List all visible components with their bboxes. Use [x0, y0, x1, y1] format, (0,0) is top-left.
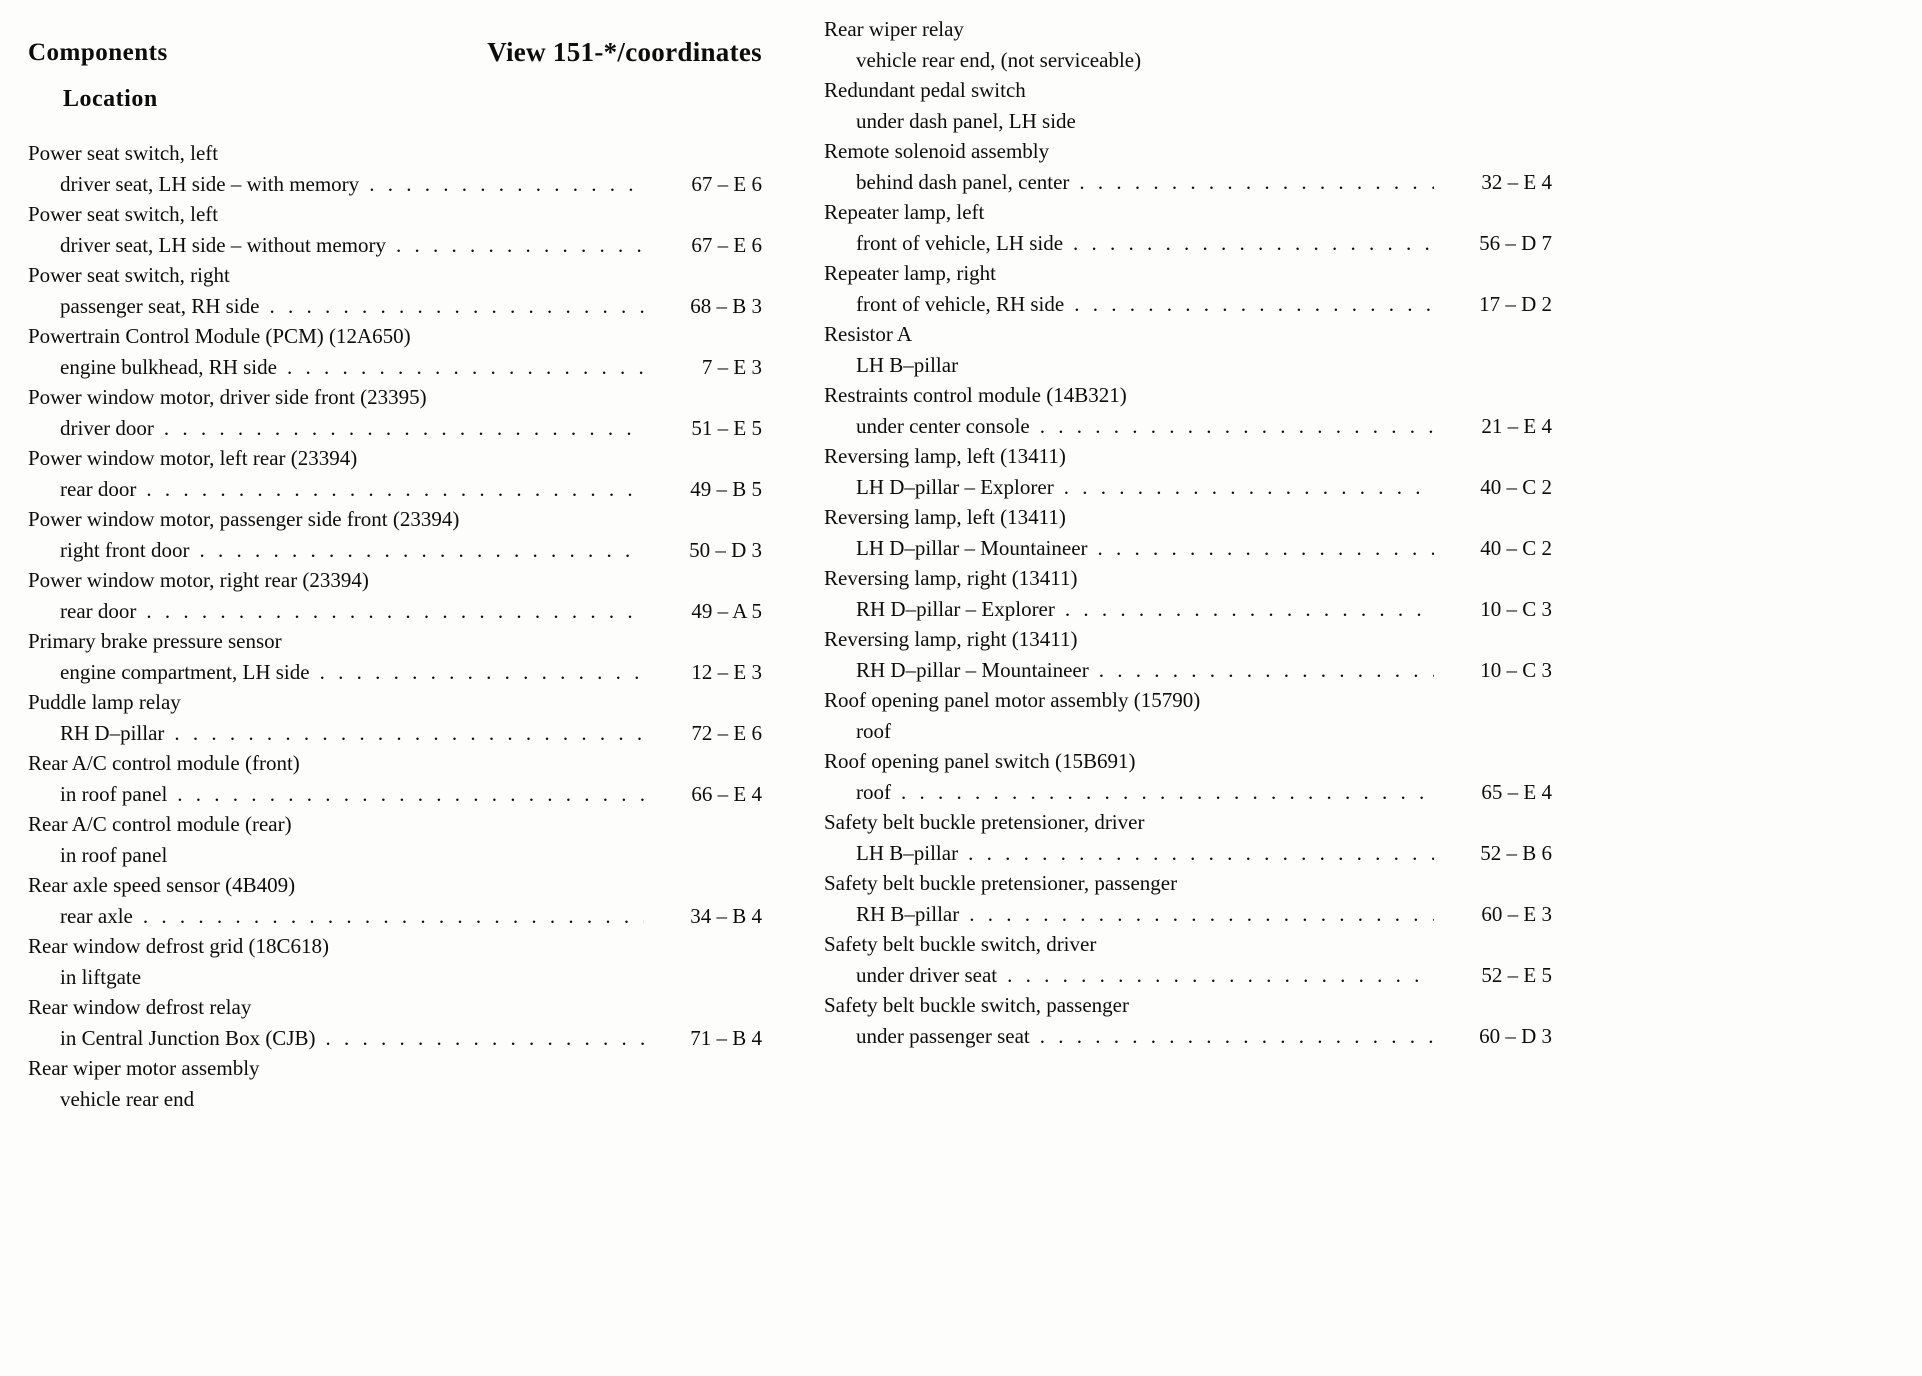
coordinate-value: 60 – E 3 — [1481, 901, 1552, 926]
dot-leader — [146, 596, 644, 627]
component-location: in roof panel — [60, 842, 168, 867]
component-location-line — [824, 167, 1552, 198]
entry-row — [28, 504, 762, 565]
components-location-heading — [28, 36, 168, 116]
component-name: Power window motor, passenger side front (23394) — [28, 507, 460, 531]
component-location-line — [28, 535, 762, 566]
entry-row — [824, 746, 1552, 807]
component-name: Safety belt buckle switch, passenger — [824, 993, 1129, 1017]
component-name: Redundant pedal switch — [824, 78, 1026, 102]
two-column-layout — [28, 14, 1922, 1114]
component-name: Reversing lamp, right (13411) — [824, 627, 1078, 651]
entry-row — [824, 197, 1552, 258]
entry-row — [28, 565, 762, 626]
entry-row — [28, 443, 762, 504]
dot-leader — [320, 657, 644, 688]
entry-row — [824, 319, 1552, 380]
component-name: Reversing lamp, left (13411) — [824, 444, 1066, 468]
component-location: driver seat, LH side – with memory — [60, 171, 360, 196]
component-name: Power seat switch, left — [28, 141, 219, 165]
coordinate-value: 51 – E 5 — [691, 415, 762, 440]
component-location-line — [28, 596, 762, 627]
component-location: front of vehicle, RH side — [856, 291, 1065, 316]
component-name: Rear window defrost relay — [28, 995, 252, 1019]
entry-row — [824, 563, 1552, 624]
component-name: Restraints control module (14B321) — [824, 383, 1127, 407]
component-location: in roof panel — [60, 781, 168, 806]
entry-row — [824, 868, 1552, 929]
coordinate-value: 49 – B 5 — [690, 476, 762, 501]
component-location: behind dash panel, center — [856, 169, 1070, 194]
component-location-line — [28, 1084, 762, 1115]
entry-row — [824, 807, 1552, 868]
coordinate-value: 7 – E 3 — [701, 354, 762, 379]
dot-leader — [369, 169, 644, 200]
right-entry-list — [824, 14, 1552, 1051]
dot-leader — [1079, 167, 1434, 198]
entry-row — [824, 990, 1552, 1051]
component-location: rear door — [60, 476, 137, 501]
entry-row — [824, 136, 1552, 197]
coordinate-value: 12 – E 3 — [691, 659, 762, 684]
component-location: under dash panel, LH side — [856, 108, 1076, 133]
entry-row — [824, 502, 1552, 563]
entry-row — [824, 380, 1552, 441]
page-header — [28, 14, 762, 116]
entry-row — [824, 75, 1552, 136]
component-location: front of vehicle, LH side — [856, 230, 1064, 255]
dot-leader — [199, 535, 644, 566]
coordinate-value: 66 – E 4 — [691, 781, 762, 806]
dot-leader — [1064, 472, 1434, 503]
entry-row — [824, 685, 1552, 746]
component-location: in liftgate — [60, 964, 142, 989]
coordinate-value: 50 – D 3 — [689, 537, 762, 562]
component-location: under passenger seat — [856, 1023, 1030, 1048]
component-location: roof — [856, 718, 891, 743]
component-name: Remote solenoid assembly — [824, 139, 1050, 163]
dot-leader — [968, 838, 1434, 869]
component-name: Safety belt buckle switch, driver — [824, 932, 1097, 956]
component-name: Rear axle speed sensor (4B409) — [28, 873, 296, 897]
entry-row — [28, 687, 762, 748]
component-location: RH D–pillar – Explorer — [856, 596, 1055, 621]
entry-row — [28, 260, 762, 321]
dot-leader — [1099, 655, 1434, 686]
dot-leader — [1073, 228, 1434, 259]
coordinate-value: 40 – C 2 — [1480, 535, 1552, 560]
entry-row — [28, 809, 762, 870]
component-location-line — [28, 1023, 762, 1054]
coordinate-value: 67 – E 6 — [691, 171, 762, 196]
component-location-line — [28, 291, 762, 322]
component-location-line — [824, 472, 1552, 503]
component-location-line — [824, 228, 1552, 259]
component-location-line — [824, 106, 1552, 137]
component-location: under center console — [856, 413, 1030, 438]
component-location: RH D–pillar – Mountaineer — [856, 657, 1089, 682]
component-location: in Central Junction Box (CJB) — [60, 1025, 316, 1050]
component-location-line — [824, 1021, 1552, 1052]
component-location: vehicle rear end, (not serviceable) — [856, 47, 1142, 72]
component-location-line — [28, 840, 762, 871]
component-location-line — [824, 899, 1552, 930]
coordinate-value: 10 – C 3 — [1480, 657, 1552, 682]
coordinate-value: 34 – B 4 — [690, 903, 762, 928]
component-location-line — [824, 533, 1552, 564]
coordinate-value: 72 – E 6 — [691, 720, 762, 745]
right-column — [824, 14, 1552, 1051]
component-name: Safety belt buckle pretensioner, driver — [824, 810, 1145, 834]
dot-leader — [1040, 1021, 1434, 1052]
component-name: Reversing lamp, right (13411) — [824, 566, 1078, 590]
component-name: Safety belt buckle pretensioner, passenger — [824, 871, 1178, 895]
component-name: Rear wiper relay — [824, 17, 964, 41]
dot-leader — [1074, 289, 1434, 320]
dot-leader — [146, 474, 644, 505]
component-location-line — [28, 962, 762, 993]
component-location: RH B–pillar — [856, 901, 960, 926]
component-location: passenger seat, RH side — [60, 293, 260, 318]
component-location-line — [28, 230, 762, 261]
component-location: under driver seat — [856, 962, 998, 987]
entry-row — [28, 321, 762, 382]
component-name: Power window motor, right rear (23394) — [28, 568, 369, 592]
entry-row — [28, 870, 762, 931]
component-location: engine compartment, LH side — [60, 659, 310, 684]
coordinate-value: 52 – B 6 — [1480, 840, 1552, 865]
dot-leader — [174, 718, 644, 749]
dot-leader — [1065, 594, 1434, 625]
entry-row — [28, 199, 762, 260]
dot-leader — [1040, 411, 1434, 442]
component-location-line — [824, 655, 1552, 686]
component-location-line — [824, 838, 1552, 869]
dot-leader — [326, 1023, 645, 1054]
component-location: LH D–pillar – Explorer — [856, 474, 1054, 499]
coordinate-value: 32 – E 4 — [1481, 169, 1552, 194]
component-location-line — [28, 413, 762, 444]
component-name: Repeater lamp, left — [824, 200, 985, 224]
component-name: Reversing lamp, left (13411) — [824, 505, 1066, 529]
component-location-line — [824, 594, 1552, 625]
entry-row — [824, 441, 1552, 502]
component-location: RH D–pillar — [60, 720, 165, 745]
component-location: vehicle rear end — [60, 1086, 195, 1111]
component-name: Rear window defrost grid (18C618) — [28, 934, 329, 958]
coordinate-value: 17 – D 2 — [1479, 291, 1552, 316]
view-coordinates-title: View 151-*/coordinates — [487, 37, 762, 67]
coordinate-value: 67 – E 6 — [691, 232, 762, 257]
dot-leader — [1098, 533, 1434, 564]
component-location: rear door — [60, 598, 137, 623]
component-name: Power window motor, driver side front (23395) — [28, 385, 427, 409]
left-column — [28, 14, 762, 1114]
component-name: Repeater lamp, right — [824, 261, 997, 285]
dot-leader — [177, 779, 644, 810]
component-name: Power seat switch, right — [28, 263, 230, 287]
coordinate-value: 10 – C 3 — [1480, 596, 1552, 621]
component-name: Primary brake pressure sensor — [28, 629, 282, 653]
component-location: roof — [856, 779, 891, 804]
component-location: driver door — [60, 415, 154, 440]
dot-leader — [287, 352, 644, 383]
entry-row — [824, 929, 1552, 990]
coordinate-value: 56 – D 7 — [1479, 230, 1552, 255]
coordinate-value: 60 – D 3 — [1479, 1023, 1552, 1048]
component-name: Roof opening panel motor assembly (15790) — [824, 688, 1201, 712]
coordinate-value: 52 – E 5 — [1481, 962, 1552, 987]
component-location-line — [824, 45, 1552, 76]
component-name: Rear wiper motor assembly — [28, 1056, 260, 1080]
component-name: Roof opening panel switch (15B691) — [824, 749, 1136, 773]
dot-leader — [164, 413, 644, 444]
entry-row — [28, 748, 762, 809]
component-name: Power window motor, left rear (23394) — [28, 446, 358, 470]
coordinate-value: 40 – C 2 — [1480, 474, 1552, 499]
coordinate-value: 71 – B 4 — [690, 1025, 762, 1050]
component-location-line — [28, 169, 762, 200]
component-location: LH B–pillar — [856, 352, 959, 377]
left-entry-list — [28, 138, 762, 1114]
component-location-line — [824, 777, 1552, 808]
components-title: Components — [28, 39, 168, 66]
component-location-line — [28, 901, 762, 932]
component-location-line — [824, 350, 1552, 381]
component-name: Rear A/C control module (rear) — [28, 812, 292, 836]
entry-row — [28, 931, 762, 992]
entry-row — [28, 1053, 762, 1114]
entry-row — [824, 258, 1552, 319]
dot-leader — [396, 230, 644, 261]
component-location-line — [28, 718, 762, 749]
component-location-line — [28, 657, 762, 688]
dot-leader — [269, 291, 644, 322]
entry-row — [824, 14, 1552, 75]
component-location: right front door — [60, 537, 190, 562]
component-location-line — [824, 716, 1552, 747]
coordinate-value: 49 – A 5 — [691, 598, 762, 623]
dot-leader — [969, 899, 1434, 930]
entry-row — [28, 992, 762, 1053]
coordinate-value: 68 – B 3 — [690, 293, 762, 318]
component-location-line — [824, 411, 1552, 442]
entry-row — [28, 382, 762, 443]
dot-leader — [143, 901, 644, 932]
dot-leader — [901, 777, 1434, 808]
component-location-line — [28, 352, 762, 383]
component-name: Power seat switch, left — [28, 202, 219, 226]
component-name: Puddle lamp relay — [28, 690, 181, 714]
component-name: Rear A/C control module (front) — [28, 751, 300, 775]
component-name: Resistor A — [824, 322, 913, 346]
entry-row — [28, 626, 762, 687]
component-name: Powertrain Control Module (PCM) (12A650) — [28, 324, 411, 348]
component-location-line — [28, 474, 762, 505]
location-title: Location — [63, 86, 158, 112]
component-location: rear axle — [60, 903, 133, 928]
component-location: engine bulkhead, RH side — [60, 354, 277, 379]
component-location-line — [28, 779, 762, 810]
coordinate-value: 21 – E 4 — [1481, 413, 1552, 438]
coordinate-value: 65 – E 4 — [1481, 779, 1552, 804]
component-location-line — [824, 289, 1552, 320]
component-location: LH D–pillar – Mountaineer — [856, 535, 1088, 560]
component-location: LH B–pillar — [856, 840, 959, 865]
entry-row — [28, 138, 762, 199]
entry-row — [824, 624, 1552, 685]
component-location: driver seat, LH side – without memory — [60, 232, 387, 257]
dot-leader — [1007, 960, 1434, 991]
component-location-line — [824, 960, 1552, 991]
